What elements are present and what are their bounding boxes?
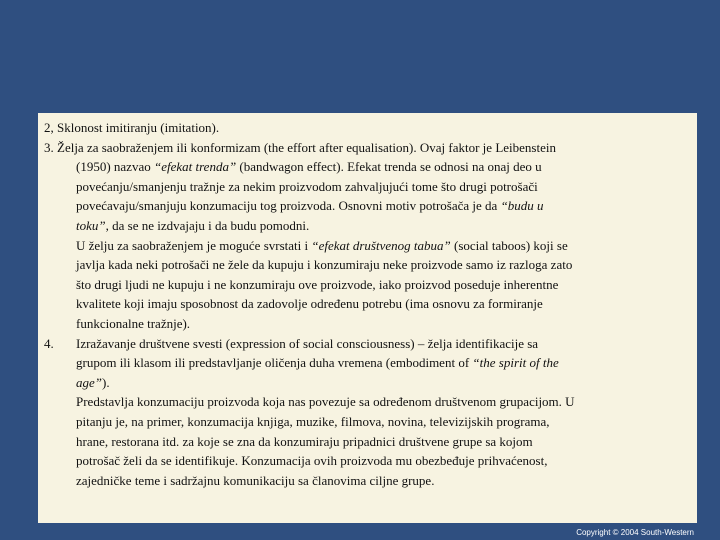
term-toku: toku” (76, 217, 106, 233)
text: U želju za saobraženjem je moguće svrstati i (76, 237, 312, 253)
text: Izražavanje društvene svesti (expression of social consciousness) – želja identifikacije sa (76, 335, 539, 351)
list-item-3 (44, 138, 683, 334)
item3-para2-line-4: kvalitete koji imaju sposobnost da zadovolje određenu potrebu (ima osnovu za formiranje (76, 296, 543, 312)
item4-line-1 (44, 334, 683, 354)
item4-para2-line-5: zajedničke teme i sadržajnu komunikaciju sa članovima ciljne grupe. (76, 472, 435, 488)
term-efekat-trenda: “efekat trenda” (153, 159, 237, 175)
item4-line-2 (44, 353, 683, 373)
item3-para2-line-2: javlja kada neki potrošači ne žele da kupuju i konzumiraju neke proizvode samo iz razloga zato (76, 257, 573, 273)
item4-para2-line-2: pitanju je, na primer, konzumacija knjiga, muzike, filmova, novina, televizijskih programa, (76, 413, 550, 429)
term-age: age” (76, 374, 102, 390)
term-spirit-of-age: “the spirit of the (472, 355, 559, 371)
item4-para2-line-1: Predstavlja konzumaciju proizvoda koja nas povezuje sa određenom društvenom grupacijom. U (76, 394, 575, 410)
term-budu-u-toku: “budu u (500, 198, 544, 214)
list-item-4 (44, 334, 683, 491)
content-panel (38, 113, 697, 523)
item3-line-4 (44, 196, 683, 216)
item4-line-3 (44, 373, 683, 393)
item3-line-2 (44, 157, 683, 177)
item3-para2-line-3: što drugi ljudi ne kupuju i ne konzumiraju ove proizvode, iako proizvod poseduje inherentne (76, 276, 559, 292)
item3-para2-line-5: funkcionalne tražnje). (76, 315, 191, 331)
term-drustveni-tabu: “efekat društvenog tabua” (311, 237, 451, 253)
text: , da se ne izdvajaju i da budu pomodni. (105, 217, 310, 233)
item3-para2-line-1 (44, 236, 683, 256)
copyright-footer: Copyright © 2004 South-Western (576, 528, 694, 537)
text: (1950) nazvao (76, 159, 154, 175)
text: ). (102, 374, 110, 390)
text: (social taboos) koji se (450, 237, 568, 253)
text: (bandwagon effect). Efekat trenda se odnosi na onaj deo u (236, 159, 542, 175)
item3-line-5 (44, 216, 683, 236)
text: grupom ili klasom ili predstavljanje oličenja duha vremena (embodiment of (76, 355, 473, 371)
item4-para2-line-3: hrane, restorana itd. za koje se zna da konzumiraju pripadnici društvene grupe sa kojom (76, 433, 533, 449)
text: povećavaju/smanjuju konzumaciju tog proizvoda. Osnovni motiv potrošača je da (76, 198, 501, 214)
list-item-2: 2, Sklonost imitiranju (imitation). (44, 120, 220, 135)
item3-line-1: 3. Želja za saobraženjem ili konformizam (the effort after equalisation). Ovaj faktor je Leibenstein (44, 139, 556, 155)
item4-para2-line-4: potrošač želi da se identifikuje. Konzumacija ovih proizvoda mu obezbeđuje prihvaćenost, (76, 453, 548, 469)
item3-line-3: povećanju/smanjenju tražnje za nekim proizvodom zahvaljujući tome što drugi potrošači (76, 178, 538, 194)
item-number: 4. (44, 335, 54, 351)
